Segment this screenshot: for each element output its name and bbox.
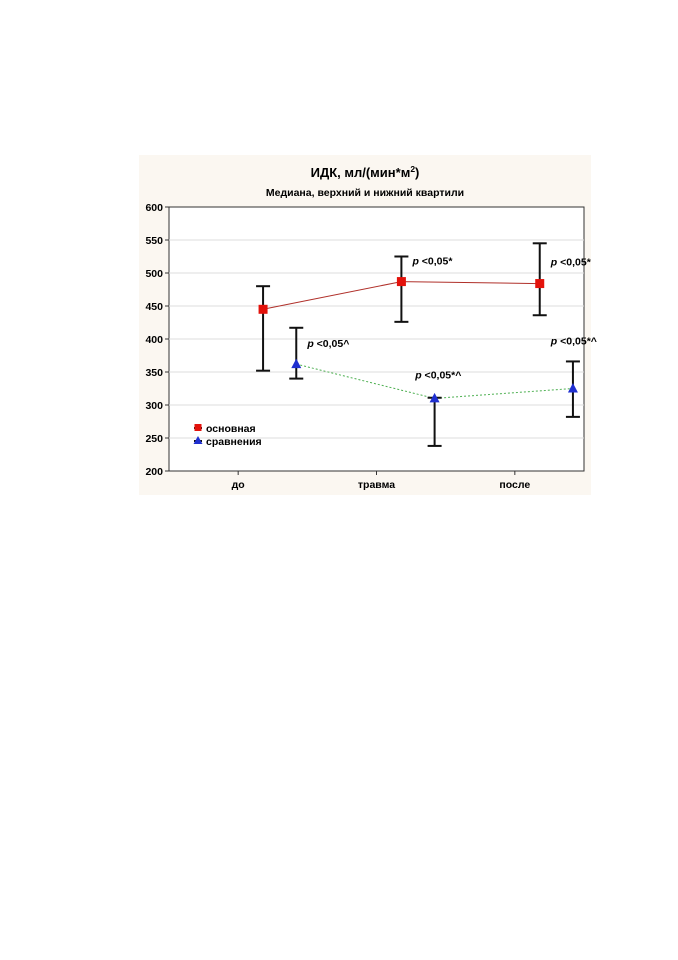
chart-title: ИДК, $мл/(мин*м^2)$	[310, 164, 420, 180]
x-tick-label: после	[499, 479, 531, 491]
y-tick-label: 500	[145, 268, 163, 280]
legend-label: сравнения	[206, 436, 262, 448]
y-tick-label: 550	[145, 235, 163, 247]
chart-figure	[139, 155, 597, 495]
data-point-square	[397, 277, 406, 286]
y-tick-label: 200	[145, 466, 163, 478]
annotation-p: p	[415, 369, 422, 382]
y-tick-label: 250	[145, 433, 163, 445]
y-tick-label: 350	[145, 367, 163, 379]
annotation-label	[550, 257, 592, 269]
y-tick-label: 450	[145, 301, 163, 313]
x-tick-label: травма	[357, 479, 396, 491]
annotation-p: p	[550, 335, 558, 348]
annotation-label	[414, 370, 461, 382]
annotation-label	[306, 338, 349, 350]
annotation-label	[550, 335, 597, 347]
annotation-text: <0,05*	[418, 255, 453, 268]
annotation-text: <0,05*^	[557, 335, 597, 348]
annotation-label	[411, 255, 453, 267]
annotation-p: p	[550, 256, 558, 269]
legend-square-icon	[195, 424, 202, 431]
legend-label: основная	[206, 423, 256, 435]
annotation-p: p	[307, 337, 314, 350]
annotation-text: <0,05*	[557, 256, 591, 269]
x-tick-label: до	[231, 479, 245, 491]
annotation-text: <0,05^	[313, 337, 350, 350]
y-tick-label: 400	[145, 334, 163, 346]
y-tick-label: 600	[145, 202, 163, 214]
chart-svg	[139, 155, 597, 495]
chart-subtitle: Медиана, верхний и нижний квартили	[265, 187, 465, 199]
data-point-square	[259, 305, 268, 314]
annotation-text: <0,05*^	[421, 369, 462, 382]
data-point-square	[535, 279, 544, 288]
y-tick-label: 300	[145, 400, 163, 412]
annotation-p: p	[412, 255, 419, 268]
